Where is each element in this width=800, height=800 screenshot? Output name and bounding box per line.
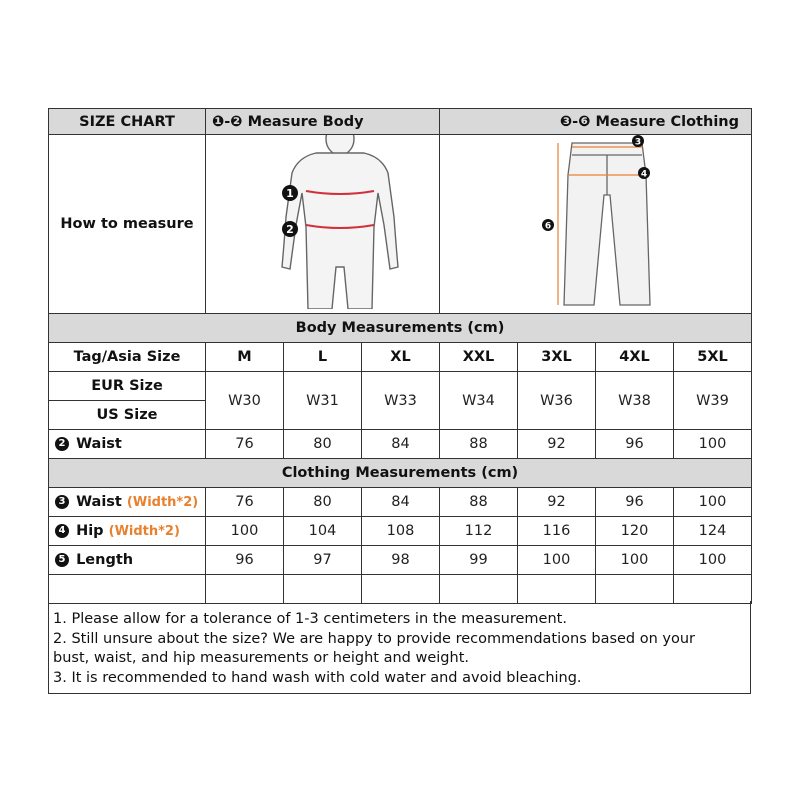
size-header: 3XL — [518, 343, 596, 372]
table-cell: 99 — [440, 546, 518, 575]
table-cell: 84 — [362, 430, 440, 459]
clothing-figure-cell — [440, 135, 752, 314]
clothing-length-row — [49, 546, 752, 575]
table-cell: 120 — [596, 517, 674, 546]
eur-size-row — [49, 372, 752, 401]
waist-size-cell: W34 — [440, 372, 518, 430]
marker-2-icon: 2 — [55, 437, 69, 451]
empty-cell — [674, 575, 752, 604]
empty-cell — [206, 575, 284, 604]
table-cell: 97 — [284, 546, 362, 575]
note-line: 3. It is recommended to hand wash with cold water and avoid bleaching. — [53, 669, 582, 686]
measure-body-prefix: ❶-❷ — [212, 113, 243, 130]
table-cell: 92 — [518, 430, 596, 459]
body-marker-2-icon — [282, 221, 298, 237]
table-cell: 116 — [518, 517, 596, 546]
size-chart-title: SIZE CHART — [49, 109, 206, 135]
table-cell: 100 — [674, 430, 752, 459]
table-cell: 76 — [206, 488, 284, 517]
tag-size-row — [49, 343, 752, 372]
empty-cell — [362, 575, 440, 604]
empty-cell — [49, 575, 206, 604]
table-cell: 76 — [206, 430, 284, 459]
table-cell: 104 — [284, 517, 362, 546]
size-chart-table — [48, 108, 752, 604]
empty-cell — [596, 575, 674, 604]
notes-box — [48, 601, 751, 694]
size-header: XXL — [440, 343, 518, 372]
waist-size-cell: W33 — [362, 372, 440, 430]
clothing-hip-label: 4 Hip (Width*2) — [49, 517, 206, 546]
clothing-waist-label: 3 Waist (Width*2) — [49, 488, 206, 517]
tag-size-label: Tag/Asia Size — [49, 343, 206, 372]
body-figure-cell — [206, 135, 440, 314]
table-cell: 84 — [362, 488, 440, 517]
body-marker-1-icon — [282, 185, 298, 201]
measure-clothing-header — [440, 109, 752, 135]
pants-figure — [460, 135, 732, 309]
clothing-marker-6-icon — [542, 219, 554, 232]
body-waist-label: 2 Waist — [49, 430, 206, 459]
table-cell: 88 — [440, 488, 518, 517]
svg-text:2: 2 — [286, 223, 294, 236]
svg-text:4: 4 — [640, 169, 647, 180]
table-cell: 100 — [206, 517, 284, 546]
empty-row — [49, 575, 752, 604]
size-header: M — [206, 343, 284, 372]
pants-outline — [564, 143, 650, 305]
size-header: L — [284, 343, 362, 372]
clothing-waist-row — [49, 488, 752, 517]
marker-3-icon: 3 — [55, 495, 69, 509]
svg-text:3: 3 — [634, 137, 641, 148]
waist-size-cell: W36 — [518, 372, 596, 430]
clothing-length-label: 5 Length — [49, 546, 206, 575]
table-cell: 124 — [674, 517, 752, 546]
table-cell: 100 — [518, 546, 596, 575]
note-line: bust, waist, and hip measurements or height and weight. — [53, 650, 469, 666]
size-header: 5XL — [674, 343, 752, 372]
width-note: (Width*2) — [108, 524, 180, 539]
waist-size-cell: W31 — [284, 372, 362, 430]
body-measurements-title: Body Measurements (cm) — [49, 314, 752, 343]
empty-cell — [518, 575, 596, 604]
clothing-measurements-title: Clothing Measurements (cm) — [49, 459, 752, 488]
svg-text:6: 6 — [544, 221, 551, 232]
how-to-measure-label: How to measure — [49, 135, 206, 314]
size-header: XL — [362, 343, 440, 372]
waist-size-cell: W38 — [596, 372, 674, 430]
clothing-hip-row — [49, 517, 752, 546]
waist-size-cell: W39 — [674, 372, 752, 430]
table-cell: 96 — [596, 430, 674, 459]
table-cell: 96 — [596, 488, 674, 517]
table-cell: 98 — [362, 546, 440, 575]
waist-size-cell: W30 — [206, 372, 284, 430]
table-cell: 88 — [440, 430, 518, 459]
body-waist-row — [49, 430, 752, 459]
width-note: (Width*2) — [126, 495, 199, 510]
empty-cell — [440, 575, 518, 604]
eur-size-label: EUR Size — [49, 372, 206, 401]
note-line: 1. Please allow for a tolerance of 1-3 centimeters in the measurement. — [53, 611, 567, 627]
note-line: 2. Still unsure about the size? We are happy to provide recommendations based on your — [53, 630, 696, 647]
measure-body-label: Measure Body — [247, 113, 364, 130]
measure-body-header — [206, 109, 440, 135]
table-cell: 80 — [284, 488, 362, 517]
table-cell: 80 — [284, 430, 362, 459]
body-figure — [206, 135, 440, 309]
measure-clothing-prefix: ❸-❻ — [559, 113, 591, 130]
size-header: 4XL — [596, 343, 674, 372]
svg-text:1: 1 — [286, 187, 294, 200]
table-cell: 112 — [440, 517, 518, 546]
empty-cell — [284, 575, 362, 604]
marker-5-icon: 5 — [55, 553, 69, 567]
measure-clothing-label: Measure Clothing — [595, 113, 739, 130]
table-cell: 100 — [674, 546, 752, 575]
table-cell: 100 — [674, 488, 752, 517]
table-cell: 92 — [518, 488, 596, 517]
table-cell: 96 — [206, 546, 284, 575]
us-size-label: US Size — [49, 401, 206, 430]
table-cell: 100 — [596, 546, 674, 575]
body-outline — [282, 135, 398, 309]
table-cell: 108 — [362, 517, 440, 546]
marker-4-icon: 4 — [55, 524, 69, 538]
